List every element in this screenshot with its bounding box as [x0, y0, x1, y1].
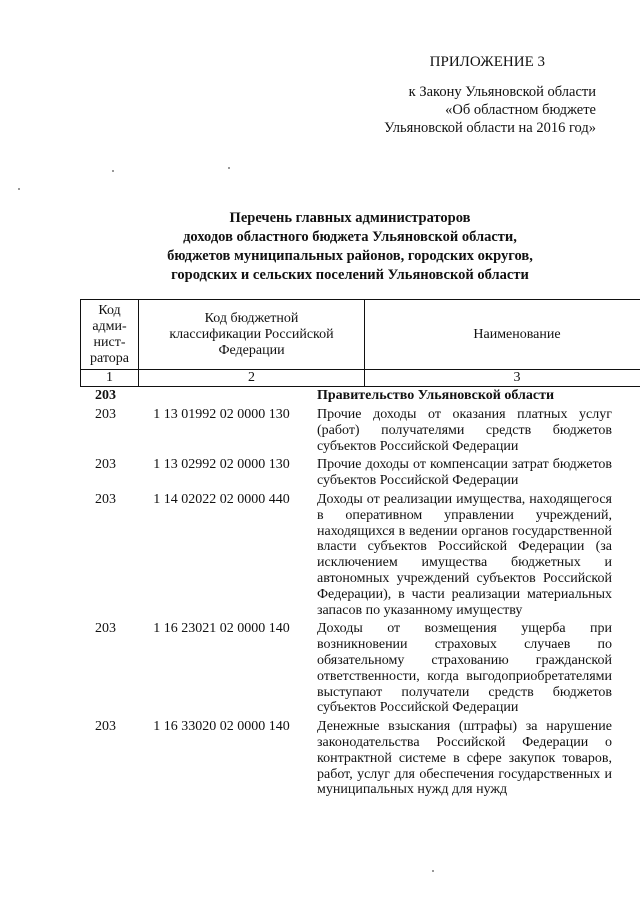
table-body [80, 388, 616, 801]
table-header [80, 299, 640, 387]
document-title [95, 209, 605, 285]
column-header-classification-code: Код бюджетной классификации Российской Федерации [139, 300, 365, 370]
row-name: Доходы от возмещения ущерба при возникновении страховых случаев по обязательному страхованию гражданской ответственности, когда выгодоприобретателями выступают получатели средств бюджетов субъектов Российской Федерации [317, 621, 612, 716]
scan-speck [228, 167, 230, 169]
classification-code: 1 16 23021 02 0000 140 [153, 621, 290, 637]
row-name: Прочие доходы от оказания платных услуг (работ) получателями средств бюджетов субъектов Российской Федерации [317, 407, 612, 454]
row-name: Прочие доходы от компенсации затрат бюджетов субъектов Российской Федерации [317, 457, 612, 489]
admin-code: 203 [95, 491, 116, 507]
scan-speck [112, 170, 114, 172]
admin-code: 203 [95, 719, 116, 735]
row-name: Правительство Ульяновской области [317, 388, 555, 403]
admin-code: 203 [95, 621, 116, 637]
column-number: 1 [81, 370, 139, 387]
table-row [80, 388, 616, 404]
admin-code: 203 [95, 388, 116, 403]
classification-code: 1 13 01992 02 0000 130 [153, 407, 290, 422]
law-line: «Об областном бюджете [445, 102, 596, 118]
classification-code: 1 16 33020 02 0000 140 [153, 719, 290, 735]
title-line: Перечень главных администраторов [229, 210, 471, 226]
title-line: бюджетов муниципальных районов, городских округов, [167, 248, 533, 264]
scan-speck [432, 870, 434, 872]
header-row [81, 300, 640, 370]
table-row [80, 407, 616, 454]
column-number-row [81, 370, 640, 387]
title-line: городских и сельских поселений Ульяновской области [171, 267, 529, 283]
classification-code: 1 14 02022 02 0000 440 [153, 491, 290, 507]
title-line: доходов областного бюджета Ульяновской области, [183, 229, 517, 245]
table-row [80, 457, 616, 489]
column-header-admin-code: Код адми-нист-ратора [81, 300, 139, 370]
column-header-name: Наименование [365, 300, 640, 370]
admin-code: 203 [95, 457, 116, 473]
appendix-label: ПРИЛОЖЕНИЕ 3 [429, 54, 545, 70]
law-line: Ульяновской области на 2016 год» [384, 120, 596, 136]
table-row [80, 719, 616, 798]
column-number: 3 [365, 370, 640, 387]
classification-code: 1 13 02992 02 0000 130 [153, 457, 290, 473]
row-name: Денежные взыскания (штрафы) за нарушение законодательства Российской Федерации о контрактной системе в сфере закупок товаров, работ, услуг для обеспечения государственных и муниципальных нужд для нужд [317, 719, 612, 798]
table-row [80, 492, 616, 618]
law-reference [276, 83, 596, 137]
table-row [80, 621, 616, 716]
admin-code: 203 [95, 407, 116, 422]
row-name: Доходы от реализации имущества, находящегося в оперативном управлении учреждений, находящихся в ведении органов государственной власти субъектов Российской Федерации (за исключением имущества бюджетных и автономных учреждений субъектов Российской Федерации), в части реализации материальных запасов по указанному имуществу [317, 491, 612, 618]
column-number: 2 [139, 370, 365, 387]
scan-speck [18, 188, 20, 190]
classification-code [131, 388, 312, 404]
law-line: к Закону Ульяновской области [408, 84, 596, 100]
